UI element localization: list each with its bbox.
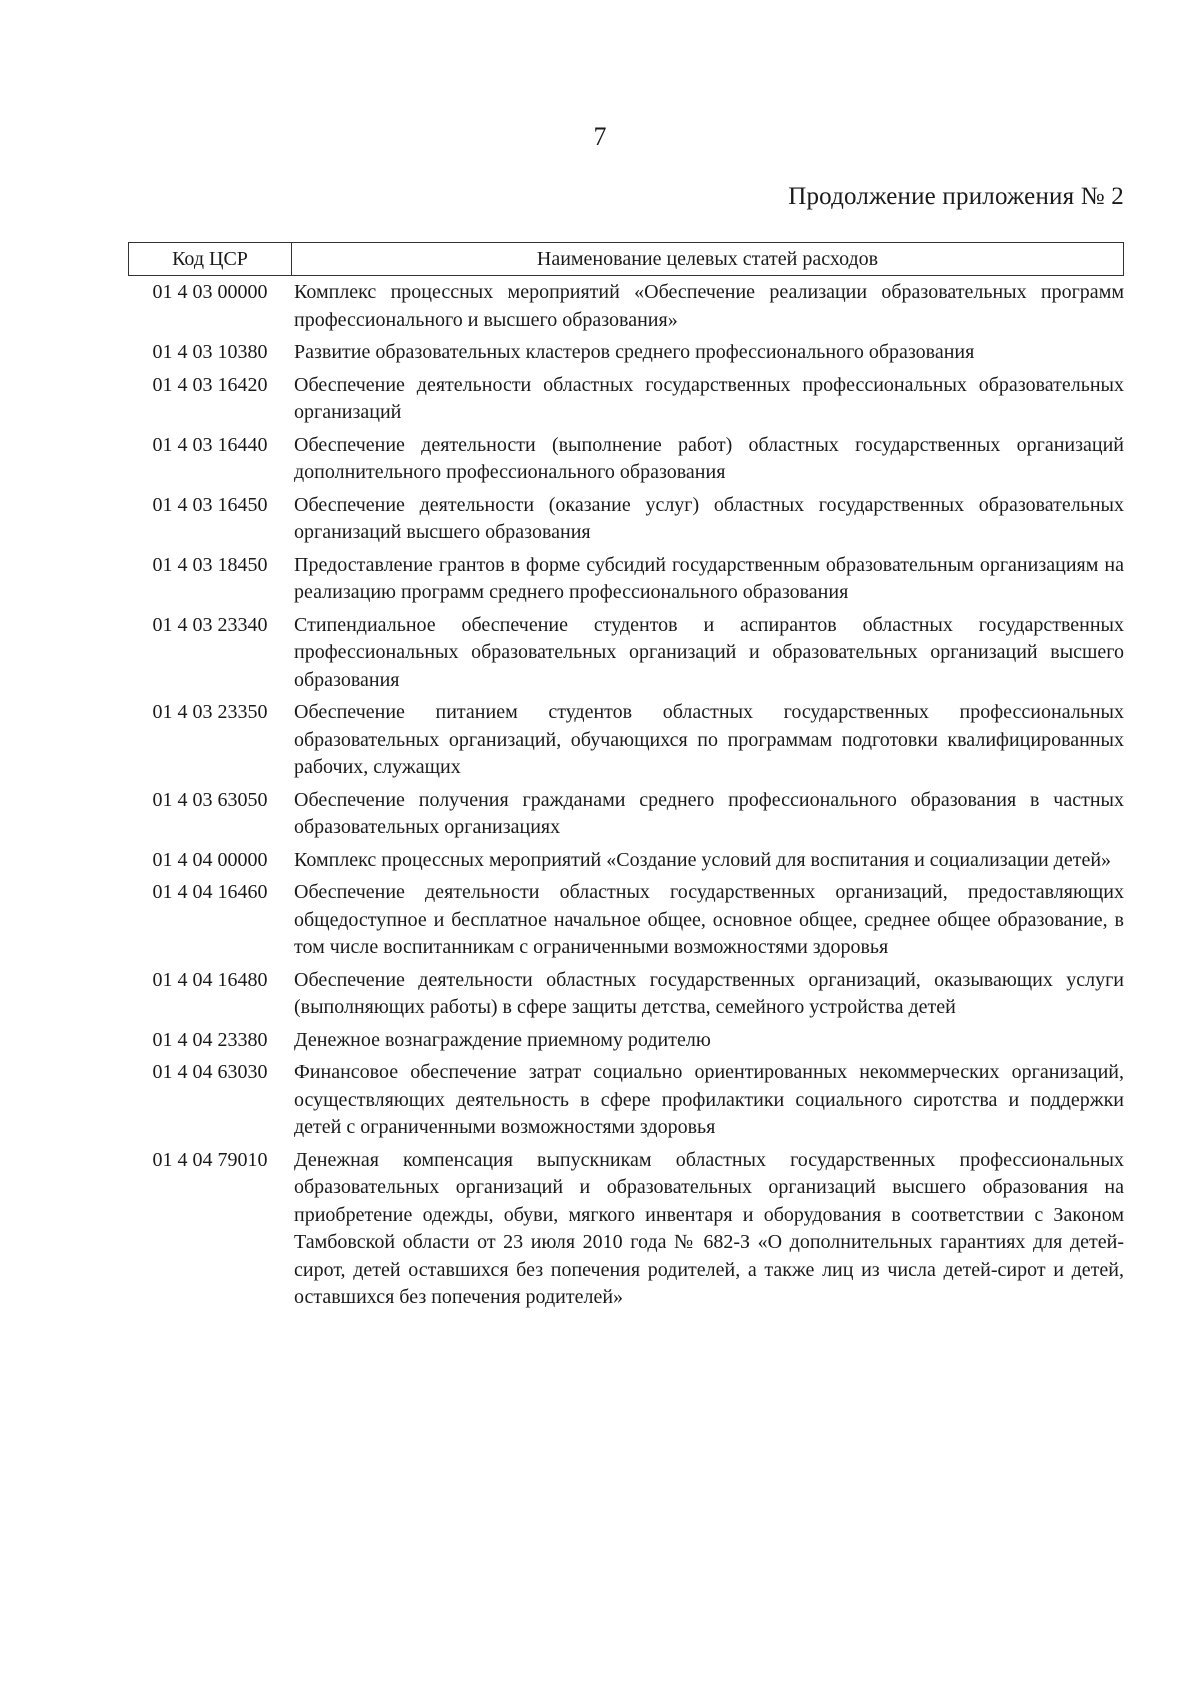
- row-code: 01 4 03 16420: [152, 373, 268, 396]
- row-name: Денежное вознаграждение приемному родителю: [294, 1028, 711, 1051]
- row-code: 01 4 03 10380: [152, 341, 268, 363]
- row-name: Обеспечение деятельности областных государственных организаций, оказывающих услуги (выполняющих работы) в сфере защиты детства, семейного устройства детей: [294, 968, 1124, 1018]
- table-row: [128, 699, 1124, 782]
- row-name: Обеспечение получения гражданами среднего профессионального образования в частных образовательных организациях: [294, 788, 1124, 838]
- table-row: [128, 847, 1124, 875]
- row-name: Комплекс процессных мероприятий «Создание условий для воспитания и социализации детей»: [294, 848, 1112, 871]
- page-number: 7: [593, 122, 607, 151]
- row-code: 01 4 03 00000: [152, 281, 268, 303]
- row-name: Обеспечение деятельности (оказание услуг) областных государственных образовательных организаций высшего образования: [294, 493, 1124, 543]
- row-code: 01 4 03 63050: [152, 788, 268, 811]
- row-code: 01 4 04 16480: [152, 968, 268, 991]
- table-row: [128, 879, 1124, 962]
- appendix-title: Продолжение приложения № 2: [788, 183, 1124, 210]
- table-row: [128, 787, 1124, 842]
- row-code: 01 4 04 79010: [152, 1148, 268, 1171]
- row-code: 01 4 03 23350: [152, 701, 268, 723]
- row-name: Финансовое обеспечение затрат социально ориентированных некоммерческих организаций, осуществляющих деятельность в сфере профилактики социального сиротства и поддержки детей с ограниченными возможностями здоровья: [294, 1061, 1124, 1138]
- row-name: Комплекс процессных мероприятий «Обеспечение реализации образовательных программ профессионального и высшего образования»: [294, 281, 1124, 331]
- table-body: [128, 279, 1124, 1312]
- row-name: Обеспечение деятельности (выполнение работ) областных государственных организаций дополнительного профессионального образования: [294, 433, 1124, 483]
- table-row: [128, 967, 1124, 1022]
- row-name: Обеспечение питанием студентов областных государственных профессиональных образовательных организаций, обучающихся по программам подготовки квалифицированных рабочих, служащих: [294, 701, 1124, 778]
- table-row: [128, 1059, 1124, 1142]
- row-name: Стипендиальное обеспечение студентов и аспирантов областных государственных профессиональных образовательных организаций и образовательных организаций высшего образования: [294, 613, 1124, 691]
- header-code: Код ЦСР: [129, 243, 292, 275]
- row-code: 01 4 03 23340: [152, 613, 268, 636]
- row-code: 01 4 03 16440: [152, 433, 268, 456]
- row-code: 01 4 04 00000: [152, 848, 268, 871]
- row-name: Развитие образовательных кластеров среднего профессионального образования: [294, 341, 975, 363]
- budget-codes-table: [128, 242, 1124, 1317]
- row-code: 01 4 04 16460: [152, 881, 268, 903]
- row-code: 01 4 03 16450: [152, 493, 268, 516]
- table-row: [128, 492, 1124, 547]
- table-row: [128, 612, 1124, 695]
- row-name: Предоставление грантов в форме субсидий государственным образовательным организациям на реализацию программ среднего профессионального образования: [294, 553, 1124, 603]
- row-name: Денежная компенсация выпускникам областных государственных профессиональных образовательных организаций и образовательных организаций высшего образования на приобретение одежды, обуви, мягкого инвентаря и оборудования в соответствии с Законом Тамбовской области от 23 июля 2010 года № 682-З «О дополнительных гарантиях для детей-сирот, детей оставшихся без попечения родителей, а также лиц из числа детей-сирот и детей, оставшихся без попечения родителей»: [294, 1148, 1124, 1308]
- row-code: 01 4 03 18450: [152, 553, 268, 576]
- row-code: 01 4 04 63030: [152, 1061, 268, 1083]
- table-row: [128, 279, 1124, 334]
- table-row: [128, 552, 1124, 607]
- table-row: [128, 1147, 1124, 1312]
- row-name: Обеспечение деятельности областных государственных профессиональных образовательных организаций: [294, 373, 1124, 423]
- header-name: Наименование целевых статей расходов: [536, 247, 879, 270]
- table-row: [128, 372, 1124, 427]
- table-row: [128, 432, 1124, 487]
- row-name: Обеспечение деятельности областных государственных организаций, предоставляющих общедоступное и бесплатное начальное общее, основное общее, среднее общее образование, в том числе воспитанникам с ограниченными возможностями здоровья: [294, 881, 1124, 958]
- table-row: [128, 1027, 1124, 1055]
- row-code: 01 4 04 23380: [152, 1028, 268, 1051]
- table-row: [128, 339, 1124, 367]
- table-header: [128, 242, 1124, 276]
